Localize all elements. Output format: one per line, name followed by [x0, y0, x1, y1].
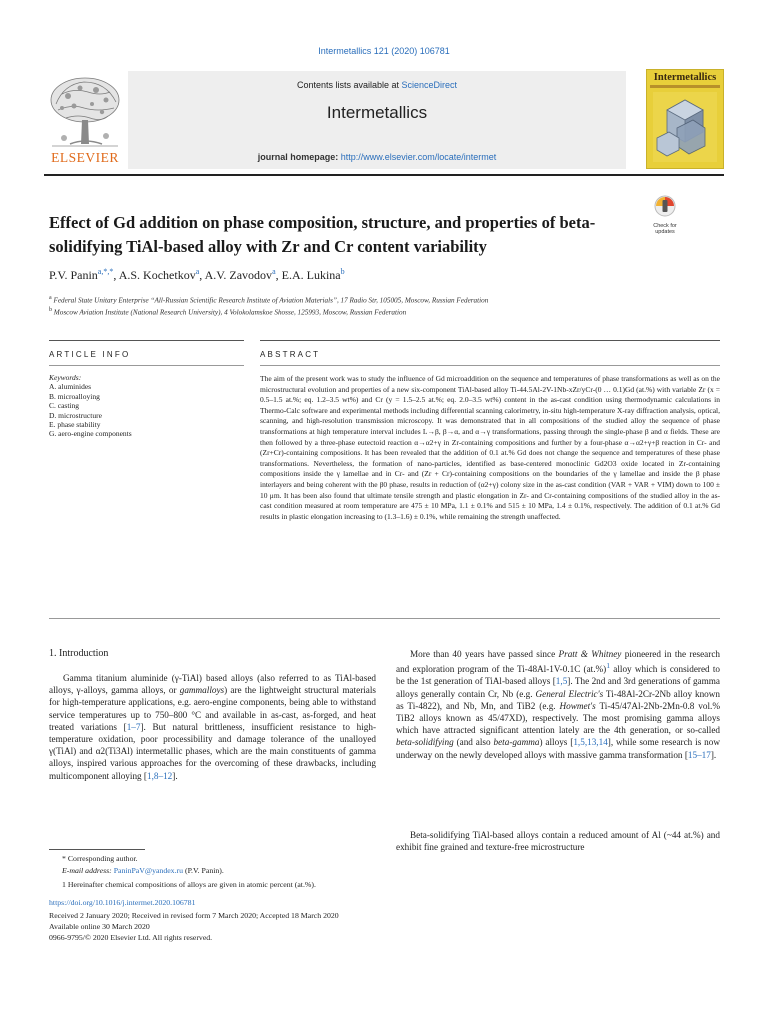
keyword-item: C. casting [49, 401, 79, 411]
check-updates-icon [647, 194, 683, 218]
text-run: ]. The 2nd and 3rd generations of gamma alloys generally contain Cr, Nb (e.g. [396, 676, 720, 699]
doi-link[interactable]: https://doi.org/10.1016/j.intermet.2020.106781 [49, 898, 196, 907]
journal-cover-image[interactable] [646, 69, 724, 169]
text-run: Gamma titanium aluminide (γ-TiAl) based alloys (also referred to as TiAl-based alloys, γ-alloys, gamma alloys, or [49, 673, 376, 696]
affiliation-a [49, 295, 488, 304]
check-updates-line2: updates [655, 229, 675, 235]
affiliation-b [49, 307, 406, 316]
cover-subtitle-bar [650, 85, 720, 88]
keyword-item: A. aluminides [49, 382, 92, 392]
affiliation-text: Moscow Aviation Institute (National Research University), 4 Volokolamskoe Shosse, 125993, Moscow, Russian Federation [53, 308, 407, 317]
abstract-body: The aim of the present work was to study the influence of Gd microaddition on the sequence and temperatures of phase transformations as well as on the microstructural evolution and properties of a new six-component TiAl-based alloy Ti-44.5Al-2V-1Nb-xZr/yCr-(0 … 0.1)Gd (at.%) with variable Zr (x = 0.5–1.5 at.%; eq. 1.2–3.5 wt%) and Cr (y = 1.5–2.5 at.%; eq. 2.0–3.5 wt%) content in the as-cast condition using thermodynamic calculations in Thermo-Calc software and experimental methods including differential scanning calorimetry, in-situ high-temperature X-ray diffraction analysis, optical, scanning, and high-resolution transmission microscopy. It was demonstrated that in all compositions of the studied alloy the sequence of phase transformations at high temperature interval includes L→β, β→α, and α→γ transformations, passing through the single-phase β and α fields. These are then followed by a three-phase eutectoid reaction α→α2+γ in Zr-containing compositions and further by a four-phase α→α2+γ+β reaction in Cr- and (Zr+Cr)-containing compositions. It has been revealed that the addition of 0.1 at.% Gd does not change the sequence and temperatures of these phase transformations. Nevertheless, the formation of nano-particles, identified as base-centered monoclinic Gd2O3 oxide located in Zr-containing compositions inside the γ lamellae and in Cr- and (Zr + Cr)-containing compositions on the boundaries of the γ lamellae and inside the β phase interlayers and being coherent with the β0 phase, results in reduction of (α2+γ) colony size in the as-cast condition (VAR + VAR + VIM) down to 100 ± 10 μm. It has been also found that ultimate tensile strength and plastic elongation in Zr- and Cr-containing compositions of the studied alloy in the as-cast condition measured at room temperature are 475 ± 10 MPa, 1.1 ± 0.1% and 515 ± 10 MPa, 1.4 ± 0.1%, respectively. The addition of 0.1 at.% Gd results in plastic elongation increasing to (1.3–1.6) ± 0.1%, while remaining the strength unaffected. [260, 374, 720, 521]
abstract-heading: ABSTRACT [260, 350, 321, 359]
author-affiliation-mark[interactable]: a [272, 267, 276, 276]
cover-title: Intermetallics [653, 72, 717, 83]
keywords-list [49, 373, 244, 439]
text-run: pioneered in the research and exploration program of the Ti-48Al-1V-0.1C (at.%) [396, 649, 720, 675]
divider [260, 365, 720, 366]
introduction-paragraph [49, 672, 376, 782]
text-run-italic: Pratt & Whitney [558, 649, 622, 659]
text-run-italic: beta-gamma [493, 737, 540, 748]
author-name[interactable]: P.V. Panin [49, 268, 98, 282]
footnote-link[interactable]: 1 [606, 661, 611, 671]
reference-link[interactable]: 1–7 [126, 721, 141, 732]
author-name[interactable]: A.V. Zavodov [204, 268, 273, 282]
author-name[interactable]: A.S. Kochetkov [118, 268, 196, 282]
introduction-heading: 1. Introduction [49, 648, 109, 659]
keyword-item: D. microstructure [49, 410, 102, 420]
divider [49, 340, 244, 341]
affiliation-mark: a [49, 295, 52, 301]
keywords-label: Keywords: [49, 373, 82, 382]
text-run: ]. [172, 770, 178, 781]
author-name[interactable]: E.A. Lukina [281, 268, 341, 282]
email-note [62, 866, 224, 875]
contents-prefix: Contents lists available at [296, 80, 402, 90]
author-affiliation-mark[interactable]: b [340, 267, 345, 276]
text-run: Ti-48Al-2Cr-2Nb alloy known as Ti-4822), and Nb, Mn, and TiB2 (e.g. [396, 688, 721, 711]
footnote-divider [49, 849, 145, 850]
journal-reference-link[interactable]: Intermetallics 121 (2020) 106781 [318, 46, 450, 56]
journal-homepage-line [128, 152, 626, 162]
footnote-1: 1 Hereinafter chemical compositions of alloys are given in atomic percent (at.%). [62, 880, 316, 889]
corresponding-author-note: * Corresponding author. [62, 854, 138, 863]
text-run-italic: General Electric's [535, 688, 604, 699]
reference-link[interactable]: 1,8–12 [147, 770, 173, 781]
received-dates: Received 2 January 2020; Received in revised form 7 March 2020; Accepted 18 March 2020 [49, 911, 339, 920]
divider [260, 340, 720, 341]
text-run-italic: gammalloys [179, 685, 225, 696]
check-updates-line1: Check for [653, 223, 677, 229]
affiliation-mark: b [49, 307, 52, 313]
reference-link[interactable]: 15–17 [687, 749, 711, 760]
keyword-item: G. aero-engine components [49, 429, 132, 439]
text-run: alloy which is considered to be the 1st generation of TiAl-based alloys [ [396, 664, 720, 687]
text-run-italic: beta-solidifying [396, 737, 454, 748]
homepage-link[interactable]: http://www.elsevier.com/locate/intermet [340, 152, 497, 162]
keyword-item: E. phase stability [49, 420, 101, 430]
cover-crystal-graphic [653, 92, 717, 162]
author-list: P.V. Panin$^{a,*,*}$, A.S. Kochetkov$^a$, A.V. Zavodov$^a$, E.A. Lukina$^b$ [49, 267, 345, 282]
email-link[interactable]: PaninPaV@yandex.ru [113, 866, 184, 875]
text-run: ], while some research is now underway on the newly developed alloys with massive gamma transformation [ [396, 737, 721, 760]
author-affiliation-mark[interactable]: a,*,* [97, 267, 114, 276]
introduction-paragraph: Beta-solidifying TiAl-based alloys contain a reduced amount of Al (~44 at.%) and exhibit fine grained and texture-free microstructure [396, 830, 720, 853]
keyword-item: B. microalloying [49, 391, 100, 401]
article-title: Effect of Gd addition on phase composition, structure, and properties of beta-solidifying TiAl-based alloy with Zr and Cr content variability [49, 213, 596, 256]
article-info-heading: ARTICLE INFO [49, 350, 131, 359]
divider [49, 618, 720, 619]
text-run: ) alloys [ [539, 737, 574, 748]
sciencedirect-link[interactable]: ScienceDirect [401, 80, 458, 90]
elsevier-wordmark: ELSEVIER [51, 150, 119, 165]
copyright-line: 0966-9795/© 2020 Elsevier Ltd. All rights reserved. [49, 933, 213, 942]
email-label: E-mail address: [62, 866, 112, 875]
text-run: (and also [453, 737, 494, 748]
reference-link[interactable]: 1,5,13,14 [573, 737, 608, 748]
divider [49, 365, 244, 366]
homepage-label: journal homepage: [257, 152, 339, 162]
author-affiliation-mark[interactable]: a [195, 267, 200, 276]
text-run: Ti-45/47Al-2Nb-2Mn-0.8 vol.% TiB2 alloys known as 45/47XD), respectively. The most promising gamma alloys which have attracted significant attention lately are the 4th generation, or so-called [396, 700, 720, 736]
contents-line [128, 80, 626, 90]
text-run: ]. But natural brittleness, insufficient resistance to high-temperature oxidation, poor processibility and damage tolerance of the unalloyed γ(TiAl) and α2(Ti3Al) intermetallic phases, which are the main constituents of gamma alloys, inspired various approaches for the overcoming of these drawbacks, including multicomponent alloying [ [49, 721, 377, 781]
header-divider [44, 174, 724, 176]
text-run-italic: Howmet's [559, 700, 596, 711]
reference-link[interactable]: 1,5 [555, 676, 568, 687]
journal-name: Intermetallics [326, 103, 428, 122]
introduction-paragraph [396, 648, 720, 761]
affiliation-text: Federal State Unitary Enterprise “All-Russian Scientific Research Institute of Aviation Materials”, 17 Radio Str, 105005, Moscow, Russian Federation [53, 296, 489, 305]
check-for-updates-badge[interactable] [647, 194, 683, 234]
email-suffix: (P.V. Panin). [183, 866, 224, 875]
text-run: More than 40 years have passed since [410, 649, 559, 659]
text-run: ) are the lightweight structural materials for high-temperature applications, e.g. aero-engine components, being able to withstand service temperatures up to 750–800 °C and available in as-cast, as-forged, and heat treated variations [ [49, 685, 377, 732]
text-run: ]. [710, 749, 717, 760]
available-online: Available online 30 March 2020 [49, 922, 150, 931]
